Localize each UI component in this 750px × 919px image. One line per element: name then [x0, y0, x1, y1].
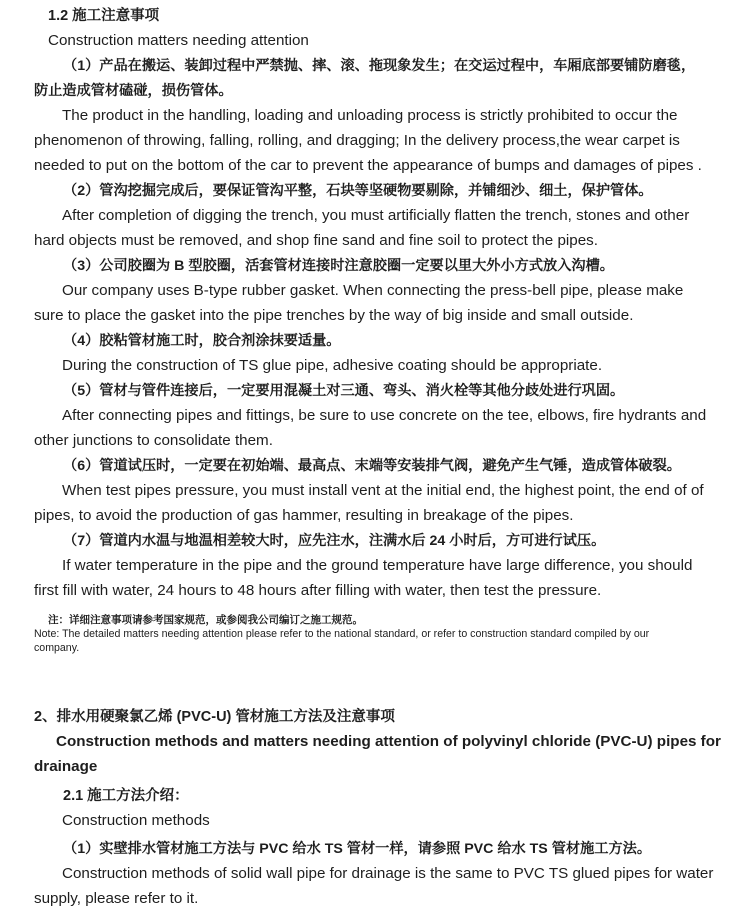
item6-zh-line1: （6）管道试压时，一定要在初始端、最高点、末端等安装排气阀，避免产生气锤，造成管体破裂。	[63, 458, 681, 474]
section2-heading-en-line2: drainage	[34, 758, 98, 775]
item1-zh-line1: （1）产品在搬运、装卸过程中严禁抛、摔、滚、拖现象发生；在交运过程中，车厢底部要铺防磨毯，	[63, 58, 696, 74]
item1-zh-line2: 防止造成管材磕碰，损伤管体。	[34, 83, 233, 99]
item4-en-line1: During the construction of TS glue pipe, adhesive coating should be appropriate.	[62, 357, 603, 374]
item4-zh-line1: （4）胶粘管材施工时，胶合剂涂抹要适量。	[63, 333, 341, 349]
s2-item1-en-line1: Construction methods of solid wall pipe for drainage is the same to PVC TS glued pipes for water	[62, 865, 714, 882]
item5-en-line2: other junctions to consolidate them.	[34, 432, 273, 449]
item1-en-line3: needed to put on the bottom of the car to prevent the appearance of bumps and damages of pipes .	[34, 157, 702, 174]
note-zh: 注：详细注意事项请参考国家规范，或参阅我公司编订之施工规范。	[48, 614, 363, 626]
item7-zh-line1: （7）管道内水温与地温相差较大时，应先注水，注满水后 24 小时后，方可进行试压。	[63, 533, 606, 549]
item7-en-line2: first fill with water, 24 hours to 48 hours after filling with water, then test the pressure.	[34, 582, 602, 599]
item1-en-line2: phenomenon of throwing, falling, rolling, and dragging; In the delivery process,the wear carpet is	[34, 132, 680, 149]
item3-zh-line1: （3）公司胶圈为 B 型胶圈，活套管材连接时注意胶圈一定要以里大外小方式放入沟槽。	[63, 258, 614, 274]
item3-en-line1: Our company uses B-type rubber gasket. When connecting the press-bell pipe, please make	[62, 282, 684, 299]
item7-en-line1: If water temperature in the pipe and the ground temperature have large difference, you should	[62, 557, 693, 574]
note-en-line2: company.	[34, 642, 80, 654]
s2-item1-zh-line1: （1）实壁排水管材施工方法与 PVC 给水 TS 管材一样，请参照 PVC 给水 TS 管材施工方法。	[63, 841, 652, 857]
section-heading-en: Construction matters needing attention	[48, 32, 309, 49]
section-heading-zh: 1.2 施工注意事项	[48, 8, 160, 24]
item6-en-line2: pipes, to avoid the production of gas hammer, resulting in breakage of the pipes.	[34, 507, 574, 524]
subsection-heading-zh: 2.1 施工方法介绍：	[63, 788, 189, 804]
item2-en-line1: After completion of digging the trench, you must artificially flatten the trench, stones and other	[62, 207, 690, 224]
item5-en-line1: After connecting pipes and fittings, be sure to use concrete on the tee, elbows, fire hydrants and	[62, 407, 707, 424]
s2-item1-en-line2: supply, please refer to it.	[34, 890, 199, 907]
item6-en-line1: When test pipes pressure, you must install vent at the initial end, the highest point, the end of of	[62, 482, 704, 499]
item1-en-line1: The product in the handling, loading and unloading process is strictly prohibited to occur the	[62, 107, 678, 124]
item2-en-line2: hard objects must be removed, and shop fine sand and fine soil to protect the pipes.	[34, 232, 598, 249]
item2-zh-line1: （2）管沟挖掘完成后，要保证管沟平整，石块等坚硬物要剔除，并铺细沙、细土，保护管体。	[63, 183, 653, 199]
subsection-heading-en: Construction methods	[62, 812, 210, 829]
note-en-line1: Note: The detailed matters needing attention please refer to the national standard, or refer to construction standard compiled by our	[34, 628, 650, 640]
item3-en-line2: sure to place the gasket into the pipe trenches by the way of big inside and small outside.	[34, 307, 634, 324]
section2-heading-en-line1: Construction methods and matters needing attention of polyvinyl chloride (PVC-U) pipes for	[56, 733, 721, 750]
section2-heading-zh: 2、排水用硬聚氯乙烯 (PVC-U) 管材施工方法及注意事项	[34, 709, 395, 725]
item5-zh-line1: （5）管材与管件连接后，一定要用混凝土对三通、弯头、消火栓等其他分歧处进行巩固。	[63, 383, 625, 399]
